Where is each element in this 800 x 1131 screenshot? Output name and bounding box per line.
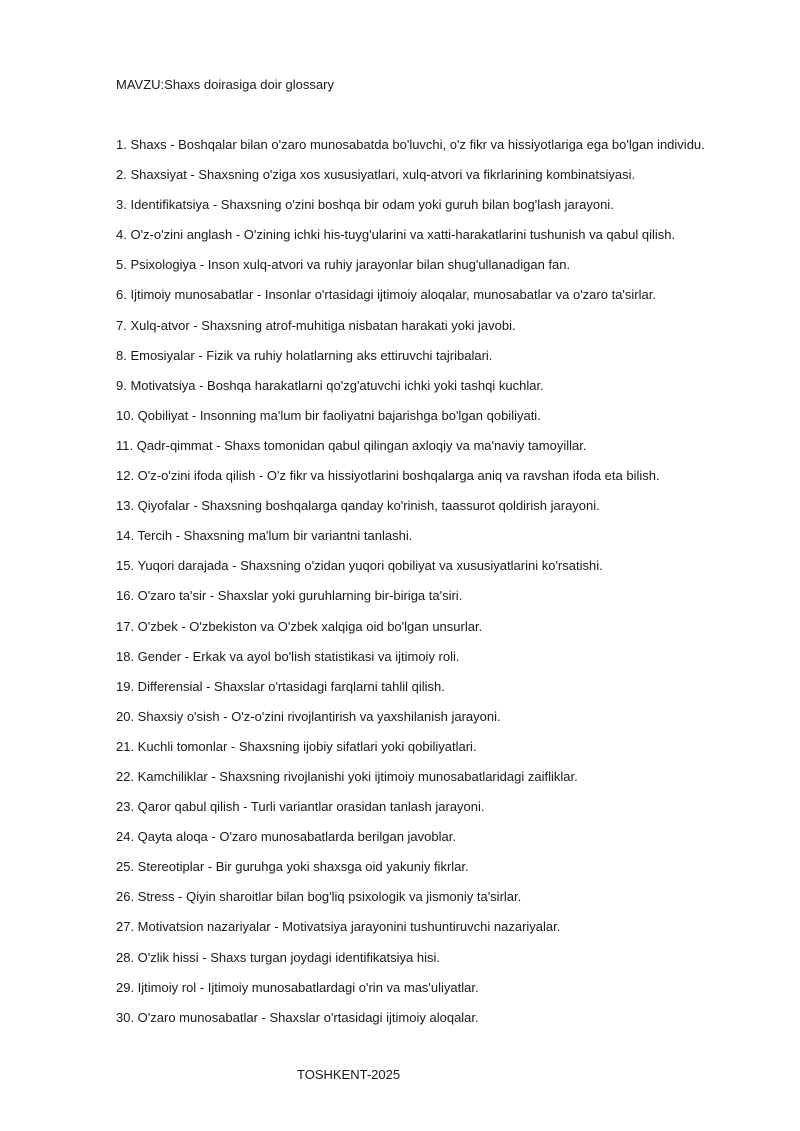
glossary-entry: 11. Qadr-qimmat - Shaxs tomonidan qabul qilingan axloqiy va ma'naviy tamoyillar. <box>116 437 587 453</box>
glossary-entry: 20. Shaxsiy o'sish - O'z-o'zini rivojlantirish va yaxshilanish jarayoni. <box>116 708 501 724</box>
glossary-entry: 21. Kuchli tomonlar - Shaxsning ijobiy sifatlari yoki qobiliyatlari. <box>116 738 477 754</box>
glossary-entry: 16. O'zaro ta'sir - Shaxslar yoki guruhlarning bir-biriga ta'siri. <box>116 588 463 604</box>
document-title: MAVZU:Shaxs doirasiga doir glossary <box>116 77 334 92</box>
glossary-entry: 1. Shaxs - Boshqalar bilan o'zaro munosabatda bo'luvchi, o'z fikr va hissiyotlariga ega bo'lgan individu. <box>116 137 705 152</box>
glossary-entry: 12. O'z-o'zini ifoda qilish - O'z fikr va hissiyotlarini boshqalarga aniq va ravshan ifoda eta bilish. <box>116 468 660 484</box>
glossary-entry: 6. Ijtimoiy munosabatlar - Insonlar o'rtasidagi ijtimoiy aloqalar, munosabatlar va o'zaro ta'sirlar. <box>116 287 656 303</box>
glossary-entry: 24. Qayta aloqa - O'zaro munosabatlarda berilgan javoblar. <box>116 829 456 845</box>
glossary-entry: 5. Psixologiya - Inson xulq-atvori va ruhiy jarayonlar bilan shug'ullanadigan fan. <box>116 257 571 273</box>
glossary-entry: 15. Yuqori darajada - Shaxsning o'zidan yuqori qobiliyat va xususiyatlarini ko'rsatishi. <box>116 558 603 574</box>
glossary-entry: 28. O'zlik hissi - Shaxs turgan joydagi identifikatsiya hisi. <box>116 949 441 965</box>
glossary-entry: 14. Tercih - Shaxsning ma'lum bir variantni tanlashi. <box>116 528 413 544</box>
glossary-entry: 19. Differensial - Shaxslar o'rtasidagi farqlarni tahlil qilish. <box>116 678 445 694</box>
glossary-entry: 3. Identifikatsiya - Shaxsning o'zini boshqa bir odam yoki guruh bilan bog'lash jarayoni. <box>116 197 614 213</box>
glossary-entry: 22. Kamchiliklar - Shaxsning rivojlanishi yoki ijtimoiy munosabatlaridagi zaifliklar. <box>116 768 578 784</box>
document-footer: TOSHKENT-2025 <box>297 1067 401 1082</box>
glossary-entry: 26. Stress - Qiyin sharoitlar bilan bog'liq psixologik va jismoniy ta'sirlar. <box>116 889 522 905</box>
glossary-entry: 10. Qobiliyat - Insonning ma'lum bir faoliyatni bajarishga bo'lgan qobiliyati. <box>116 407 541 423</box>
glossary-list <box>116 136 776 1039</box>
glossary-entry: 29. Ijtimoiy rol - Ijtimoiy munosabatlardagi o'rin va mas'uliyatlar. <box>116 979 479 995</box>
glossary-entry: 23. Qaror qabul qilish - Turli variantlar orasidan tanlash jarayoni. <box>116 799 485 815</box>
glossary-entry: 25. Stereotiplar - Bir guruhga yoki shaxsga oid yakuniy fikrlar. <box>116 859 469 875</box>
glossary-entry: 4. O'z-o'zini anglash - O'zining ichki his-tuyg'ularini va xatti-harakatlarini tushunish va qabul qilish. <box>116 227 676 243</box>
glossary-entry: 2. Shaxsiyat - Shaxsning o'ziga xos xususiyatlari, xulq-atvori va fikrlarining kombinatsiyasi. <box>116 167 636 183</box>
glossary-entry: 13. Qiyofalar - Shaxsning boshqalarga qanday ko'rinish, taassurot qoldirish jarayoni. <box>116 498 600 514</box>
glossary-entry: 8. Emosiyalar - Fizik va ruhiy holatlarning aks ettiruvchi tajribalari. <box>116 347 493 363</box>
glossary-entry: 7. Xulq-atvor - Shaxsning atrof-muhitiga nisbatan harakati yoki javobi. <box>116 317 516 333</box>
glossary-entry: 30. O'zaro munosabatlar - Shaxslar o'rtasidagi ijtimoiy aloqalar. <box>116 1009 479 1025</box>
glossary-entry: 9. Motivatsiya - Boshqa harakatlarni qo'zg'atuvchi ichki yoki tashqi kuchlar. <box>116 377 544 393</box>
glossary-entry: 18. Gender - Erkak va ayol bo'lish statistikasi va ijtimoiy roli. <box>116 648 460 664</box>
glossary-entry: 17. O'zbek - O'zbekiston va O'zbek xalqiga oid bo'lgan unsurlar. <box>116 618 483 634</box>
glossary-entry: 27. Motivatsion nazariyalar - Motivatsiya jarayonini tushuntiruvchi nazariyalar. <box>116 919 561 935</box>
